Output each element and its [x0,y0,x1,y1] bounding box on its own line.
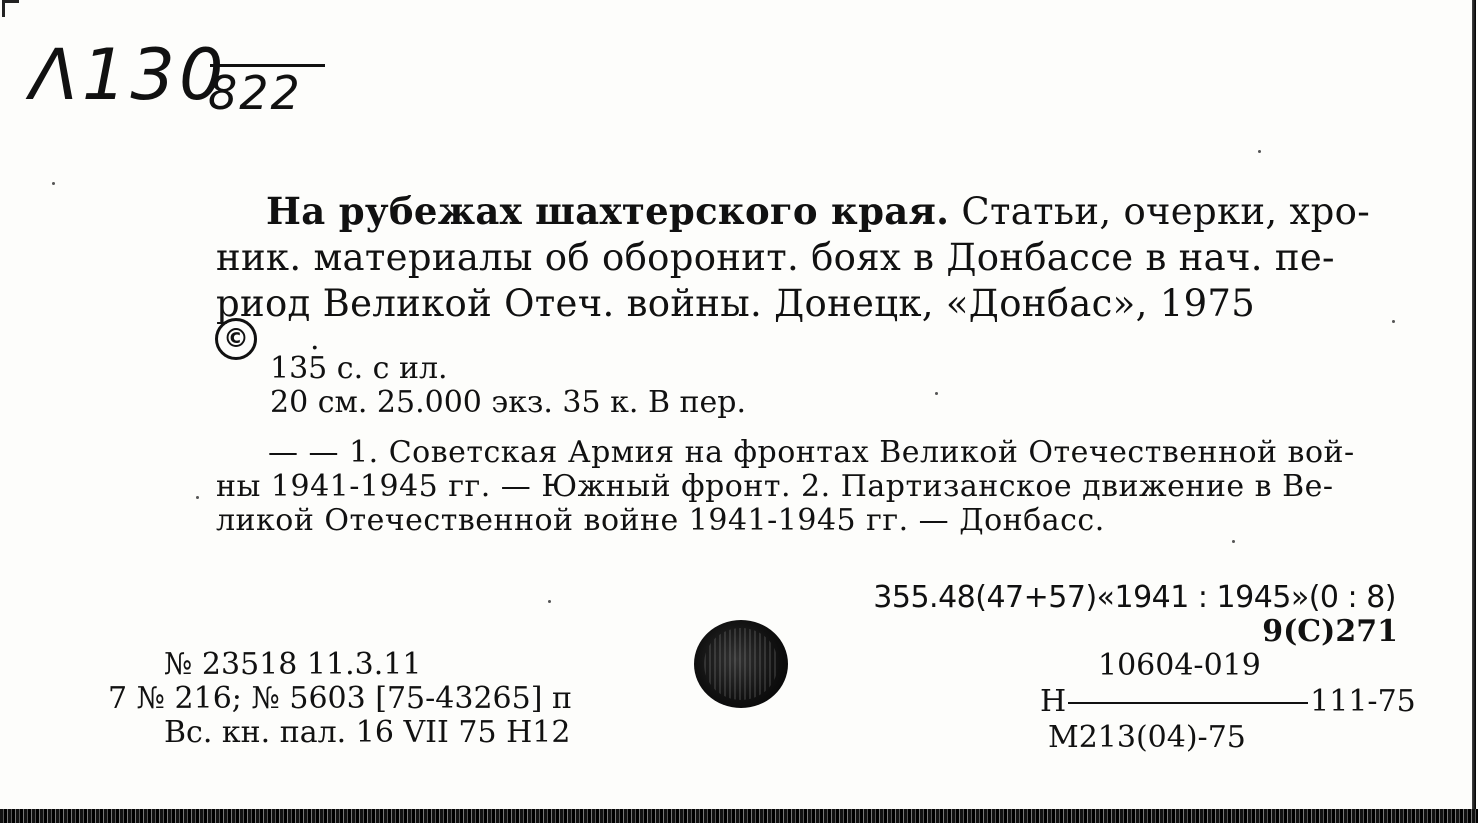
card-bottom-edge [0,809,1478,823]
print-info [108,648,572,750]
publisher-code-mid-left: Н [1040,684,1067,719]
title-line-1-rest: Статьи, очерки, хро- [949,190,1370,233]
udc-index: 355.48(47+57)«1941 : 1945»(0 : 8) [873,580,1396,615]
subject-headings [216,436,1396,538]
publisher-code-mid [1040,684,1416,720]
speck [548,600,551,603]
print-info-line-1: № 23518 11.3.11 [164,647,422,682]
publisher-code-top: 10604-019 [1098,648,1261,683]
title-line-1 [216,188,1396,235]
speck [1258,150,1261,153]
call-number-fraction: 822 [208,66,302,120]
book-title: На рубежах шахтерского края. [266,189,950,233]
call-number: Λ130 [30,34,228,116]
fraction-rule [1068,702,1308,704]
copyright-icon: © [215,318,257,360]
speck [196,496,199,499]
card-right-edge [1472,0,1476,829]
speck [1392,320,1395,323]
title-line-2: ник. материалы об оборонит. боях в Донбассе в нач. пе- [216,236,1335,279]
collation-pages: 135 с. с ил. [270,351,448,386]
publisher-code-bottom: М213(04)-75 [1048,720,1246,755]
copyright-dot: . [310,322,320,357]
bibliographic-title [216,188,1396,327]
publisher-code [1040,648,1416,756]
collation [270,352,746,420]
corner-mark [2,0,19,17]
print-info-line-3: Вс. кн. пал. 16 VII 75 Н12 [164,715,571,750]
speck [935,392,938,395]
speck [52,182,55,185]
speck [1232,540,1235,543]
subject-line-1: — — 1. Советская Армия на фронтах Великой Отечественной вой- [268,435,1355,470]
title-line-3: риод Великой Отеч. войны. Донецк, «Донбас», 1975 [216,282,1256,325]
subject-line-2: ны 1941-1945 гг. — Южный фронт. 2. Партизанское движение в Ве- [216,469,1334,504]
bbk-index: 9(С)271 [1262,614,1398,649]
card-bottom-margin [0,823,1478,829]
print-info-line-2: 7 № 216; № 5603 [75-43265] п [108,681,572,716]
punch-hole [694,620,788,708]
publisher-code-mid-right: 111-75 [1310,684,1416,719]
collation-size-copies-price: 20 см. 25.000 экз. 35 к. В пер. [270,385,747,420]
subject-line-3: ликой Отечественной войне 1941-1945 гг. — Донбасс. [216,503,1105,538]
